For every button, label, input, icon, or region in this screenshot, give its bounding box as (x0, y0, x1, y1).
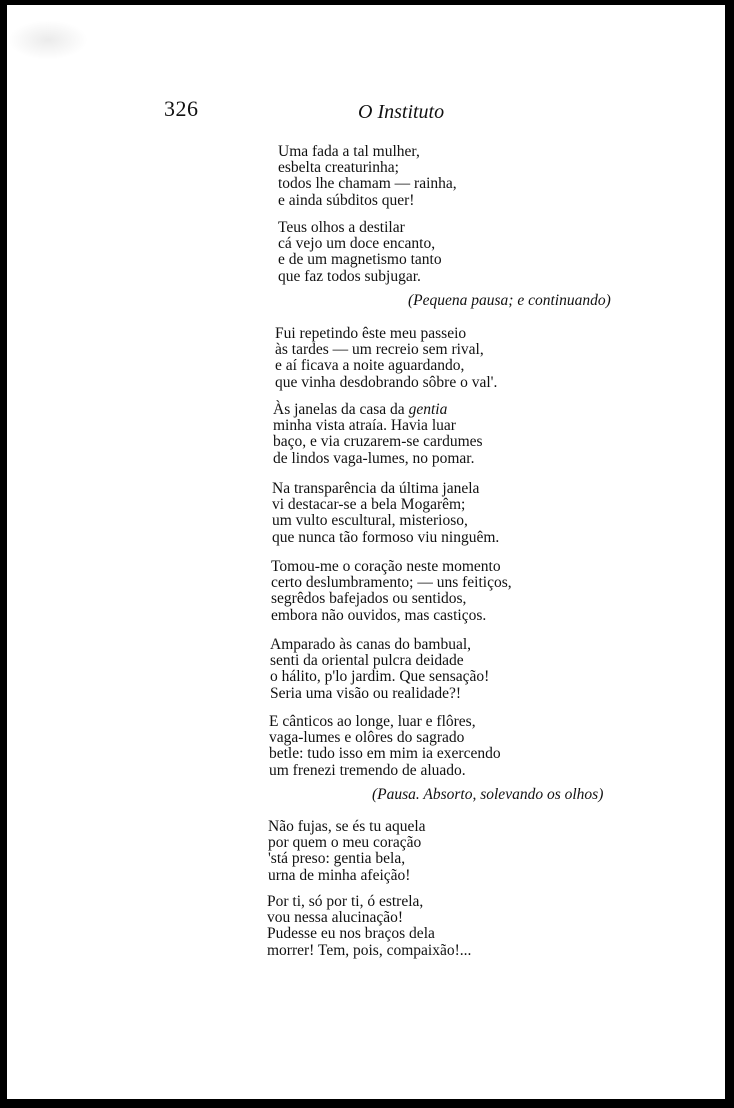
scan-border-top (0, 0, 734, 5)
verse-line: Fui repetindo êste meu passeio (275, 325, 467, 342)
stanza-6 (271, 559, 512, 624)
verse-line: minha vista atraía. Havia luar (273, 417, 456, 435)
verse-line: um vulto escultural, misterioso, (272, 512, 468, 530)
scan-border-left (0, 0, 7, 1108)
verse-line: baço, e via cruzarem-se cardumes (273, 433, 483, 451)
stanza-3 (275, 326, 497, 391)
verse-line: segrêdos bafejados ou sentidos, (271, 590, 467, 608)
verse-line: Pudesse eu nos braços dela (267, 925, 435, 943)
page-number: 326 (164, 96, 199, 121)
stanza-5 (272, 481, 499, 546)
verse-line: morrer! Tem, pois, compaixão!... (267, 941, 472, 959)
verse-line-text: Às janelas da casa da (273, 401, 409, 418)
stanza-1 (278, 144, 457, 209)
verse-line: urna de minha afeição! (268, 866, 411, 884)
verse-line: às tardes — um recreio sem rival, (275, 341, 484, 359)
verse-line: e de um magnetismo tanto (278, 251, 442, 269)
verse-line: por quem o meu coração (268, 834, 422, 852)
verse-line: embora não ouvidos, mas castiços. (271, 606, 487, 624)
verse-line: e aí ficava a noite aguardando, (275, 357, 465, 375)
stanza-8 (269, 714, 501, 779)
verse-line: certo deslumbramento; — uns feitiços, (271, 574, 512, 592)
verse-line: E cânticos ao longe, luar e flôres, (269, 713, 476, 730)
verse-line: Não fujas, se és tu aquela (268, 818, 426, 835)
verse-line: esbelta creaturinha; (278, 159, 399, 177)
verse-line: Amparado às canas do bambual, (270, 636, 472, 653)
verse-line: Por ti, só por ti, ó estrela, (267, 893, 424, 910)
verse-line: que nunca tão formoso viu ninguêm. (272, 528, 500, 546)
verse-line (273, 402, 483, 418)
scan-border-right (725, 0, 734, 1108)
verse-line: que faz todos subjugar. (278, 267, 421, 285)
stanza-9 (268, 819, 426, 884)
verse-line: Tomou-me o coração neste momento (271, 558, 501, 575)
verse-line: vaga-lumes e olôres do sagrado (269, 729, 465, 747)
running-head: O Instituto (358, 101, 445, 123)
stanza-4 (273, 402, 483, 467)
verse-line: vi destacar-se a bela Mogarêm; (272, 496, 466, 514)
stage-direction: (Pequena pausa; e continuando) (408, 292, 611, 309)
verse-line: cá vejo um doce encanto, (278, 235, 436, 253)
verse-line: Seria uma visão ou realidade?! (270, 684, 462, 702)
verse-line: betle: tudo isso em mim ia exercendo (269, 745, 501, 763)
stage-direction: (Pausa. Absorto, solevando os olhos) (372, 786, 604, 803)
verse-line: Na transparência da última janela (272, 480, 480, 497)
stanza-7 (270, 637, 489, 702)
verse-line: vou nessa alucinação! (267, 909, 403, 927)
verse-line: o hálito, p'lo jardim. Que sensação! (270, 668, 490, 686)
verse-line: que vinha desdobrando sôbre o val'. (275, 373, 498, 391)
stanza-10 (267, 894, 471, 959)
verse-line: Uma fada a tal mulher, (278, 143, 420, 160)
verse-line: um frenezi tremendo de aluado. (269, 761, 466, 779)
scan-smudge (8, 20, 88, 60)
verse-line: todos lhe chamam — rainha, (278, 175, 457, 193)
scan-border-bottom (0, 1099, 734, 1108)
stanza-2 (278, 220, 442, 285)
verse-line: 'stá preso: gentia bela, (268, 850, 406, 868)
verse-line: de lindos vaga-lumes, no pomar. (273, 449, 475, 467)
verse-line: senti da oriental pulcra deidade (270, 652, 464, 670)
verse-line: e ainda súbditos quer! (278, 191, 415, 209)
verse-line: Teus olhos a destilar (278, 219, 405, 236)
verse-line-italic-word: gentia (408, 401, 448, 418)
